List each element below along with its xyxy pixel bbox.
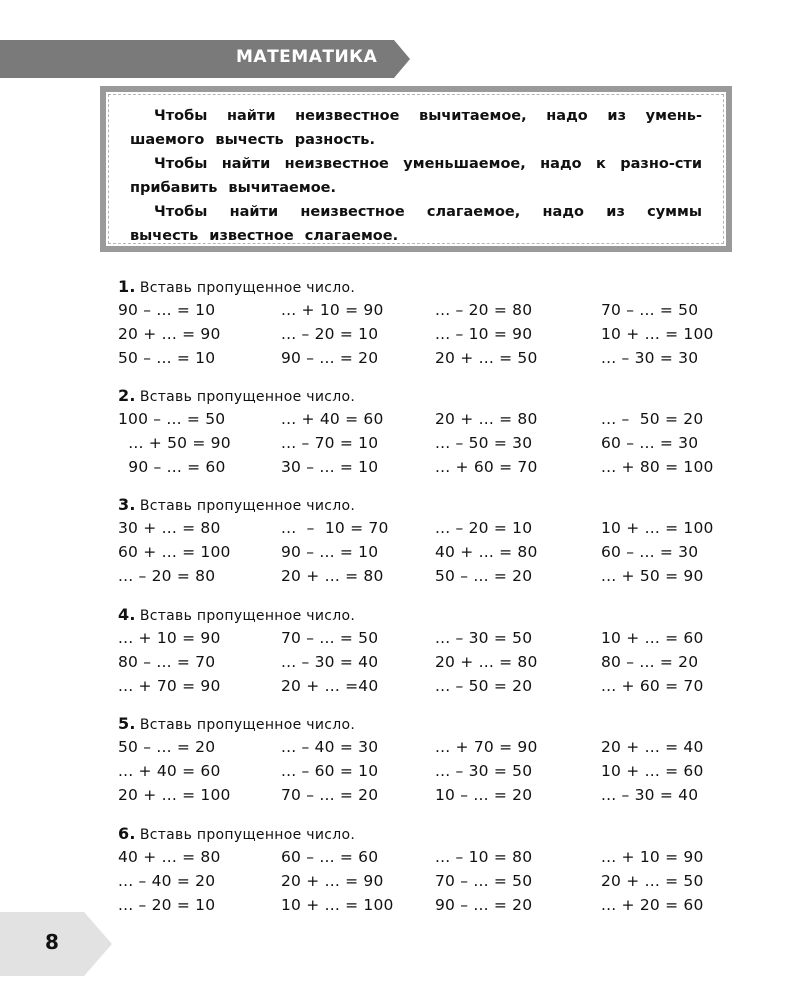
- rule-minuend: Чтобы найти неизвестное уменьшаемое, надо к разно-сти прибавить вычитаемое.: [130, 156, 702, 196]
- task-instruction: Вставь пропущенное число.: [139, 498, 356, 514]
- task-number: 5.: [118, 714, 136, 733]
- equation: 20 + ... = 90: [281, 872, 384, 890]
- equation: ... – 20 = 10: [435, 519, 533, 537]
- equation: 90 – ... = 10: [118, 301, 216, 319]
- equation: ... + 70 = 90: [435, 738, 538, 756]
- equation: ... – 30 = 40: [601, 786, 699, 804]
- equation: 30 – ... = 10: [281, 458, 379, 476]
- equation: ... + 10 = 90: [118, 629, 221, 647]
- equation: ... – 20 = 10: [281, 325, 379, 343]
- equation: 70 – ... = 50: [601, 301, 699, 319]
- equation: ... – 10 = 90: [435, 325, 533, 343]
- equation: 10 + ... = 100: [601, 519, 714, 537]
- equation: 30 + ... = 80: [118, 519, 221, 537]
- equation: ... – 30 = 30: [601, 349, 699, 367]
- equation: ... – 70 = 10: [281, 434, 379, 452]
- equation: 10 + ... = 100: [601, 325, 714, 343]
- equation: ... – 20 = 80: [118, 567, 216, 585]
- equation: 90 – ... = 10: [281, 543, 379, 561]
- equation: 20 + ... = 40: [601, 738, 704, 756]
- equation: ... + 50 = 90: [601, 567, 704, 585]
- equation: 40 + ... = 80: [435, 543, 538, 561]
- equation: 10 + ... = 100: [281, 896, 394, 914]
- task-heading: [118, 386, 355, 405]
- equation: 60 – ... = 60: [281, 848, 379, 866]
- page-number: 8: [45, 930, 59, 954]
- task-number: 6.: [118, 824, 136, 843]
- task-heading: [118, 714, 355, 733]
- equation: 60 – ... = 30: [601, 543, 699, 561]
- task-instruction: Вставь пропущенное число.: [139, 827, 356, 843]
- task-instruction: Вставь пропущенное число.: [139, 608, 356, 624]
- equation: 10 + ... = 60: [601, 762, 704, 780]
- equation: 20 + ... = 80: [435, 653, 538, 671]
- equation: 90 – ... = 20: [435, 896, 533, 914]
- task-heading: [118, 605, 355, 624]
- equation: ... + 60 = 70: [435, 458, 538, 476]
- equation: 20 + ... = 50: [601, 872, 704, 890]
- equation: 20 + ... = 80: [435, 410, 538, 428]
- equation: ... – 20 = 80: [435, 301, 533, 319]
- equation: ... + 70 = 90: [118, 677, 221, 695]
- equation: 50 – ... = 20: [118, 738, 216, 756]
- task-instruction: Вставь пропущенное число.: [139, 280, 356, 296]
- equation: 20 + ... =40: [281, 677, 379, 695]
- task-number: 4.: [118, 605, 136, 624]
- equation: ... + 40 = 60: [118, 762, 221, 780]
- equation: ... – 40 = 30: [281, 738, 379, 756]
- equation: ... + 40 = 60: [281, 410, 384, 428]
- equation: 70 – ... = 20: [281, 786, 379, 804]
- equation: ... + 50 = 90: [118, 434, 231, 452]
- task-number: 3.: [118, 495, 136, 514]
- rule-subtrahend: Чтобы найти неизвестное вычитаемое, надо из умень-шаемого вычесть разность.: [130, 108, 702, 148]
- equation: ... – 40 = 20: [118, 872, 216, 890]
- equation: 90 – ... = 20: [281, 349, 379, 367]
- task-instruction: Вставь пропущенное число.: [139, 389, 356, 405]
- equation: ... – 50 = 20: [601, 410, 704, 428]
- equation: ... + 10 = 90: [601, 848, 704, 866]
- equation: ... – 10 = 70: [281, 519, 389, 537]
- equation: 50 – ... = 20: [435, 567, 533, 585]
- equation: 90 – ... = 60: [118, 458, 226, 476]
- equation: 10 – ... = 20: [435, 786, 533, 804]
- task-heading: [118, 495, 355, 514]
- equation: 80 – ... = 20: [601, 653, 699, 671]
- equation: ... + 60 = 70: [601, 677, 704, 695]
- equation: ... – 60 = 10: [281, 762, 379, 780]
- equation: 10 + ... = 60: [601, 629, 704, 647]
- equation: ... + 10 = 90: [281, 301, 384, 319]
- task-heading: [118, 824, 355, 843]
- task-heading: [118, 277, 355, 296]
- equation: ... + 20 = 60: [601, 896, 704, 914]
- equation: ... – 30 = 50: [435, 629, 533, 647]
- page-title: МАТЕМАТИКА: [236, 47, 378, 67]
- equation: 70 – ... = 50: [281, 629, 379, 647]
- equation: 100 – ... = 50: [118, 410, 226, 428]
- task-number: 1.: [118, 277, 136, 296]
- equation: 40 + ... = 80: [118, 848, 221, 866]
- equation: ... + 80 = 100: [601, 458, 714, 476]
- equation: 20 + ... = 90: [118, 325, 221, 343]
- equation: 20 + ... = 100: [118, 786, 231, 804]
- task-instruction: Вставь пропущенное число.: [139, 717, 356, 733]
- equation: 20 + ... = 50: [435, 349, 538, 367]
- rule-box: [100, 86, 732, 252]
- equation: 80 – ... = 70: [118, 653, 216, 671]
- rule-addend: Чтобы найти неизвестное слагаемое, надо из суммы вычесть известное слагаемое.: [130, 204, 702, 244]
- equation: ... – 20 = 10: [118, 896, 216, 914]
- equation: ... – 50 = 30: [435, 434, 533, 452]
- equation: ... – 30 = 50: [435, 762, 533, 780]
- equation: 60 + ... = 100: [118, 543, 231, 561]
- equation: ... – 50 = 20: [435, 677, 533, 695]
- task-number: 2.: [118, 386, 136, 405]
- equation: 50 – ... = 10: [118, 349, 216, 367]
- equation: 70 – ... = 50: [435, 872, 533, 890]
- rule-text: [130, 104, 702, 248]
- equation: 60 – ... = 30: [601, 434, 699, 452]
- equation: 20 + ... = 80: [281, 567, 384, 585]
- equation: ... – 10 = 80: [435, 848, 533, 866]
- equation: ... – 30 = 40: [281, 653, 379, 671]
